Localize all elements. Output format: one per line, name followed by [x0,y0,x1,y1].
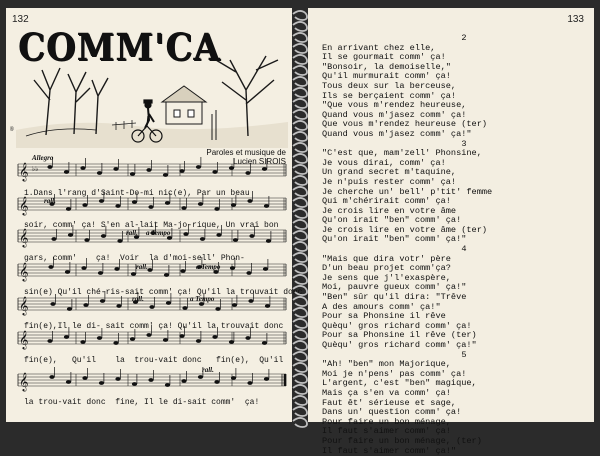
lyric-line-1: 1.Dans l'rang d'Saint-Do-mi nic(e), Par un beau [24,189,250,198]
note-head [64,335,69,339]
note-head [67,307,72,311]
verse-line: Qui m'chérirait comm' ça! [322,196,451,207]
right-page [308,8,594,456]
note-head [233,238,238,242]
verse-line: Je sens que j'l'exaspère, [322,272,451,283]
verse-line: Quèqu' gros richard comm' ça! [322,320,472,331]
spiral-loop [293,396,307,405]
note-head [115,204,120,208]
note-head [214,380,219,384]
verse-line: "Mais que dira votr' père [322,253,451,264]
left-page [6,8,303,422]
treble-clef: 𝄞 [19,372,29,391]
note-head [264,204,269,208]
verse-line: Qu'on irait "ben" comm' ça! [322,215,462,226]
spiral-loop [293,385,307,394]
note-head [99,381,104,385]
tempo-rall-5: rall. [202,366,214,374]
verse-line: Je cherche un' bell' p'tit' femme [322,186,493,197]
note-head [200,237,205,241]
note-head [131,272,136,276]
verse-line: D'un beau projet comm'ça? [322,263,451,274]
verse-number: 4 [461,244,467,255]
note-head [99,199,104,203]
note-head [132,382,137,386]
spiral-loop [293,308,307,317]
flat-sign: ♭♭ [32,165,39,173]
note-head [245,171,250,175]
spiral-loop [293,143,307,152]
note-head [130,172,135,176]
note-head [47,339,52,343]
note-head [262,167,267,171]
verse-line: "Ah! "ben" mon Majorique, [322,359,451,370]
verse-line: Qu'il murmurait comm' ça! [322,71,451,82]
note-head [117,239,122,243]
spiral-loop [293,132,307,141]
verse-line: Qu'on irait "ben" comm' ça!" [322,234,467,245]
verse-line: Dans un' question comm' ça! [322,407,462,418]
note-head [166,301,171,305]
note-head [247,199,252,203]
note-head [98,271,103,275]
note-head [263,267,268,271]
note-head [212,170,217,174]
verses [322,34,586,456]
credits-author: Lucien SIROIS [233,157,286,166]
note-head [245,336,250,340]
verse-line: Je n'puis rester comm' ça! [322,176,457,187]
note-head [229,166,234,170]
verse-line: L'argent, c'est "ben" magique, [322,378,477,389]
spiral-loop [293,11,307,20]
note-head [230,266,235,270]
copyright-mark: ® [10,126,14,133]
note-head [83,303,88,307]
verse-line: "C'est que, mam'zell' Phonsine, [322,148,482,159]
page-number-left: 132 [12,14,29,25]
spiral-loop [293,33,307,42]
note-head [196,339,201,343]
tempo-a-tempo-3: a Tempo [190,295,215,303]
note-head [198,375,203,379]
verse-line: Ils se berçaient comm' ça! [322,90,457,101]
note-head [231,203,236,207]
treble-clef: 𝄞 [19,296,29,315]
lyric-line-4: sin(e) Qu'il ché-ris-sait comm' ça! Qu'il la trouvait donc [24,288,303,297]
song-title: COMM'CA [18,26,221,70]
note-head [198,202,203,206]
note-head [246,271,251,275]
note-head [97,336,102,340]
note-head [165,383,170,387]
note-head [248,299,253,303]
note-head [181,379,186,383]
spiral-loop [293,187,307,196]
spiral-binding [291,0,309,430]
verse-line: Je crois lire en votre âme (ter) [322,224,488,235]
verse-line: "Que vous m'rendez heureuse, [322,100,467,111]
note-head [49,375,54,379]
spiral-loop [293,165,307,174]
note-head [97,171,102,175]
spiral-loop [293,374,307,383]
note-head [101,234,106,238]
tempo-rall-2: rall. [126,229,138,237]
verse-line: Je vous dirai, comm' ça! [322,157,446,168]
spiral-loop [293,220,307,229]
verse-line: Moi je n'pens' pas comm' ça! [322,368,467,379]
note-head [229,340,234,344]
lyric-line-7: la trou-vait donc fine, Il le di-sait comm' ça! [24,398,260,407]
spiral-loop [293,319,307,328]
lyric-line-3: gars, comm' ça! Voir la d'moi-sell' Phon- [24,254,245,263]
note-head [82,376,87,380]
spiral-loop [293,77,307,86]
note-head [51,237,56,241]
note-head [80,340,85,344]
note-head [82,203,87,207]
note-head [146,168,151,172]
spiral-loop [293,275,307,284]
verse-line: A des amours comm' ça!" [322,301,441,312]
note-head [149,305,154,309]
note-head [132,200,137,204]
note-head [100,299,105,303]
verse-line: Il se gourmait comm' ça! [322,52,446,63]
note-head [183,232,188,236]
note-head [232,303,237,307]
spiral-loop [293,297,307,306]
note-head [48,265,53,269]
spiral-loop [293,418,307,427]
lyric-line-6: fin(e), Qu'il la trou-vait donc fin(e), Qu'il [24,356,284,365]
credits-line: Paroles et musique de [206,148,286,157]
tempo-a-tempo-2: a Tempo [196,263,221,271]
note-head [80,166,85,170]
note-head [214,207,219,211]
note-head [148,205,153,209]
note-head [115,377,120,381]
note-head [182,306,187,310]
spiral-loop [293,286,307,295]
note-head [163,338,168,342]
verse-number: 3 [461,138,467,149]
note-head [47,165,52,169]
note-head [215,307,220,311]
verse-line: Je crois lire en votre âme [322,205,457,216]
note-head [81,266,86,270]
spiral-loop [293,209,307,218]
note-head [181,206,186,210]
note-head [262,341,267,345]
note-head [165,201,170,205]
spiral-loop [293,55,307,64]
note-head [216,233,221,237]
verse-line: En arrivant chez elle, [322,42,436,53]
note-head [114,267,119,271]
note-head [64,170,69,174]
treble-clef: 𝄞 [19,330,29,349]
verse-line: Pour sa Phonsine il rêve (ter) [322,330,477,341]
verse-line: Pour sa Phonsine il rêve [322,311,446,322]
spiral-loop [293,407,307,416]
tempo-allegro: Allegro [32,154,54,162]
verse-line: Faut êt' sérieuse et sage, [322,397,457,408]
note-head [66,207,71,211]
spiral-loop [293,66,307,75]
verse-line: Moi, pauvre gueux comm' ça!" [322,282,467,293]
note-head [113,167,118,171]
note-head [247,381,252,385]
note-head [50,302,55,306]
note-head [147,268,152,272]
note-head [231,376,236,380]
lyric-line-2: soir, comm' ça! S'en al-lait Ma-jo-rique, Un vrai bon [24,221,279,230]
spiral-loop [293,352,307,361]
spiral-loop [293,99,307,108]
note-head [116,304,121,308]
tempo-rall-1: rall. [44,197,56,205]
note-head [265,304,270,308]
verse-line: Un grand secret m'taquine, [322,167,457,178]
spiral-loop [293,253,307,262]
spiral-loop [293,44,307,53]
verse-line: Tous deux sur la berceuse, [322,80,457,91]
note-head [264,377,269,381]
note-head [148,378,153,382]
spiral-loop [293,264,307,273]
verse-line: Pour faire un bon ménage, [322,416,451,427]
spiral-loop [293,242,307,251]
page-number-right: 133 [567,14,584,25]
lyric-line-5: fin(e),Il le di- sait comm' ça! Qu'il la trouvait donc [24,322,284,331]
tempo-rall-4: rall. [132,295,144,303]
treble-clef: 𝄞 [19,262,29,281]
verse-line: Quand vous m'jasez comm' ça!" [322,128,472,139]
tempo-rall-3: rall. [136,263,148,271]
note-head [266,239,271,243]
spiral-loop [293,22,307,31]
verse-line: Il faut s'aimer comm' ça! [322,426,451,437]
verse-line: Que vous m'rendez heureuse (ter) [322,119,488,130]
note-head [180,269,185,273]
spiral-loop [293,176,307,185]
spiral-loop [293,198,307,207]
spiral-loop [293,88,307,97]
note-head [212,335,217,339]
note-head [68,233,73,237]
tempo-a-tempo-1: a Tempo [146,229,171,237]
verse-number: 2 [461,33,467,43]
note-head [84,238,89,242]
note-head [113,341,118,345]
verse-line: "Ben" sûr qu'il dira: "Trêve [322,292,467,303]
note-head [196,165,201,169]
treble-clef: 𝄞 [19,196,29,215]
note-head [66,380,71,384]
note-head [130,337,135,341]
note-head [164,273,169,277]
spiral-loop [293,110,307,119]
spiral-loop [293,231,307,240]
spiral-loop [293,341,307,350]
spiral-loop [293,121,307,130]
verse-line: "Bonsoir, la demoiselle," [322,61,451,72]
note-head [146,333,151,337]
spiral-loop [293,154,307,163]
note-head [163,173,168,177]
note-head [179,169,184,173]
spiral-loop [293,363,307,372]
note-head [249,234,254,238]
note-head [179,334,184,338]
verse-line: Il faut s'aimer comm' ça!" [322,445,457,456]
treble-clef: 𝄞 [19,162,29,181]
verse-line: Quèqu' gros richard comm' ça!" [322,340,477,350]
spiral-loop [293,330,307,339]
verse-number: 5 [461,349,467,360]
verse-line: Mais ça s'en va comm' ça! [322,387,451,398]
verse-line: Quand vous m'jasez comm' ça! [322,109,467,120]
treble-clef: 𝄞 [19,228,29,247]
note-head [65,270,70,274]
verse-line: Pour faire un bon ménage, (ter) [322,435,482,446]
